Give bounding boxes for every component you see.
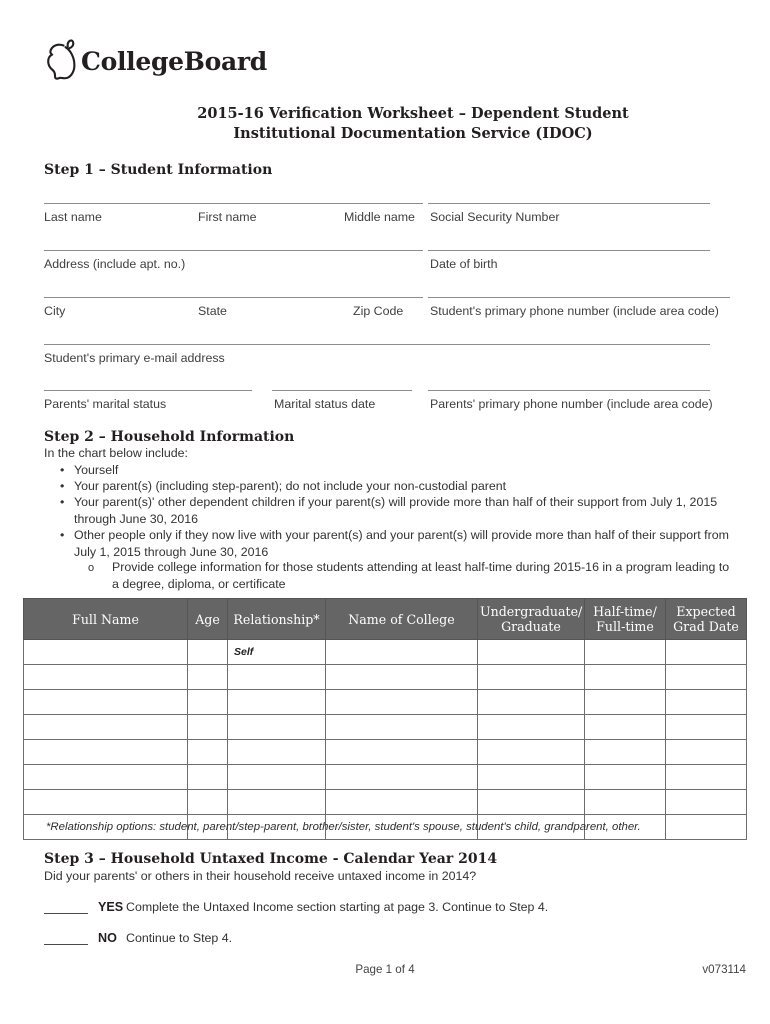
cell-age[interactable] [188,765,228,790]
no-description: Continue to Step 4. [126,931,233,945]
cell-full-name[interactable] [24,665,188,690]
rule-ssn [428,203,710,204]
cell-relationship[interactable] [228,790,326,815]
sub-bullet-circle: o [88,562,95,574]
col-name-college: Name of College [326,599,478,640]
cell-name-college[interactable] [326,790,478,815]
rule-city-row [44,297,423,298]
cell-expected-grad[interactable] [666,790,747,815]
step2-heading: Step 2 – Household Information [44,429,295,445]
cell-name-college[interactable] [326,640,478,665]
acorn-icon [44,39,80,83]
table-row[interactable] [24,765,747,790]
label-first-name: First name [198,210,257,224]
cell-half-full-time[interactable] [585,640,666,665]
step1-heading: Step 1 – Student Information [44,162,273,178]
list-item [60,494,730,527]
cell-expected-grad[interactable] [666,640,747,665]
cell-age[interactable] [188,790,228,815]
cell-relationship[interactable] [228,765,326,790]
sub-list-item [88,559,738,592]
label-address: Address (include apt. no.) [44,257,186,271]
label-state: State [198,304,227,318]
list-item [60,527,730,560]
rule-parents-marital [44,390,252,391]
cell-expected-grad[interactable] [666,740,747,765]
cell-undergrad-grad[interactable] [478,665,585,690]
label-last-name: Last name [44,210,102,224]
label-student-email: Student's primary e-mail address [44,351,225,365]
footer-version: v073114 [702,963,746,976]
cell-age[interactable] [188,740,228,765]
rule-marital-date [272,390,412,391]
relationship-footnote: *Relationship options: student, parent/step-parent, brother/sister, student's spouse, student's child, grandparent, other. [46,821,641,833]
cell-name-college[interactable] [326,690,478,715]
brand-name: CollegeBoard [81,46,267,76]
col-age: Age [188,599,228,640]
no-label: NO [98,931,117,945]
bullet-dot: • [60,495,65,509]
label-middle-name: Middle name [344,210,415,224]
rule-student-email [44,344,710,345]
table-row[interactable] [24,690,747,715]
cell-relationship[interactable]: Self [228,640,326,665]
col-expected-grad: Expected Grad Date [666,599,747,640]
label-parents-phone: Parents' primary phone number (include area code) [430,397,713,411]
list-item [60,478,750,495]
no-blank-input[interactable] [44,932,88,945]
yes-label: YES [98,900,124,914]
cell-undergrad-grad[interactable] [478,765,585,790]
cell-undergrad-grad[interactable] [478,790,585,815]
page-title-line2: Institutional Documentation Service (IDOC) [233,125,593,142]
cell-expected-grad[interactable] [666,815,747,840]
bullet-dot: • [60,463,65,477]
yes-description: Complete the Untaxed Income section starting at page 3. Continue to Step 4. [126,900,549,914]
cell-expected-grad[interactable] [666,665,747,690]
bullet-dot: • [60,528,65,542]
col-relationship: Relationship* [228,599,326,640]
cell-full-name[interactable] [24,640,188,665]
cell-age[interactable] [188,690,228,715]
list-item-label: Other people only if they now live with your parent(s) and your parent(s) will provide more than half of their support from July 1, 2015 through June 30, 2016 [74,528,729,559]
sub-list-item-label: Provide college information for those students attending at least half-time during 2015-16 in a program leading to a degree, diploma, or certificate [112,560,730,591]
label-parents-marital: Parents' marital status [44,397,167,411]
table-row[interactable] [24,665,747,690]
cell-undergrad-grad[interactable] [478,740,585,765]
rule-student-phone [428,297,730,298]
rule-parents-phone [428,390,710,391]
cell-half-full-time[interactable] [585,690,666,715]
label-student-phone: Student's primary phone number (include area code) [430,304,719,318]
cell-expected-grad[interactable] [666,765,747,790]
cell-half-full-time[interactable] [585,790,666,815]
rule-address [44,250,423,251]
cell-relationship[interactable] [228,690,326,715]
cell-half-full-time[interactable] [585,715,666,740]
label-ssn: Social Security Number [430,210,560,224]
household-table [23,598,747,840]
cell-age[interactable] [188,665,228,690]
col-half-full-time: Half-time/ Full-time [585,599,666,640]
label-marital-date: Marital status date [274,397,376,411]
cell-half-full-time[interactable] [585,765,666,790]
footer-page-number: Page 1 of 4 [355,963,415,976]
cell-name-college[interactable] [326,665,478,690]
label-zip: Zip Code [353,304,404,318]
step3-question: Did your parents' or others in their household receive untaxed income in 2014? [44,869,477,883]
step3-heading: Step 3 – Household Untaxed Income - Calendar Year 2014 [44,851,498,867]
list-item-label: Your parent(s)' other dependent children if your parent(s) will provide more than half of their support from July 1, 2015 through June 30, 2016 [74,495,718,526]
table-row[interactable] [24,790,747,815]
table-row[interactable] [24,740,747,765]
col-full-name: Full Name [24,599,188,640]
cell-half-full-time[interactable] [585,740,666,765]
list-item-label: Yourself [74,463,119,477]
yes-blank-input[interactable] [44,901,88,914]
list-item-label: Your parent(s) (including step-parent); do not include your non-custodial parent [74,479,507,493]
table-row[interactable] [24,715,747,740]
cell-full-name[interactable] [24,790,188,815]
label-city: City [44,304,66,318]
page-title-line1: 2015-16 Verification Worksheet – Dependent Student [197,105,629,122]
cell-age[interactable] [188,715,228,740]
label-dob: Date of birth [430,257,498,271]
cell-relationship[interactable] [228,665,326,690]
cell-name-college[interactable] [326,715,478,740]
rule-name-row [44,203,423,204]
cell-expected-grad[interactable] [666,715,747,740]
cell-undergrad-grad[interactable] [478,715,585,740]
table-header-row [24,599,747,640]
col-undergrad-grad: Undergraduate/ Graduate [478,599,585,640]
cell-expected-grad[interactable] [666,690,747,715]
list-item [60,462,750,479]
step2-intro: In the chart below include: [44,446,188,460]
cell-full-name[interactable] [24,690,188,715]
table-row[interactable] [24,640,747,665]
bullet-dot: • [60,479,65,493]
rule-dob [428,250,710,251]
cell-full-name[interactable] [24,715,188,740]
cell-age[interactable] [188,640,228,665]
cell-full-name[interactable] [24,740,188,765]
cell-half-full-time[interactable] [585,665,666,690]
cell-full-name[interactable] [24,765,188,790]
cell-name-college[interactable] [326,740,478,765]
collegeboard-logo [44,38,267,84]
cell-undergrad-grad[interactable] [478,690,585,715]
cell-relationship[interactable] [228,740,326,765]
cell-undergrad-grad[interactable] [478,640,585,665]
cell-relationship[interactable] [228,715,326,740]
cell-name-college[interactable] [326,765,478,790]
